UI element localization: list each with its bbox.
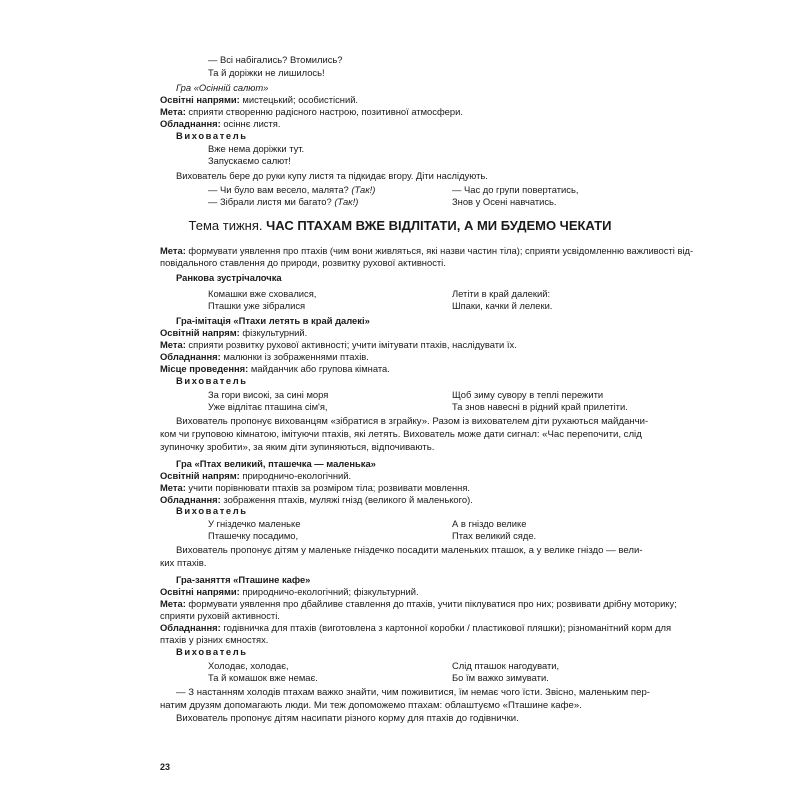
verse-line: За гори високі, за сині моря [208,389,329,400]
speaker-label: Вихователь [176,505,248,516]
verse-line: У гніздечко маленьке [208,518,301,529]
paragraph: Вихователь пропонує дітям насипати різного корму для птахів до годівнички. [176,713,519,724]
speaker-label: Вихователь [176,130,248,141]
paragraph: Вихователь пропонує вихованцям «зібратися в зграйку». Разом із вихователем діти рухаються майданчи- [176,416,649,427]
dialogue-line: — Чи було вам весело, малята? (Так!) [208,184,376,195]
game-title: Гра-заняття «Пташине кафе» [176,574,311,585]
verse-line: Та знов навесні в рідний край прилетіти. [452,401,628,412]
verse-line: Вже нема доріжки тут. [208,143,305,154]
equipment: Обладнання: зображення птахів, муляжі гнізд (великого й маленького). [160,494,473,505]
paragraph: — З настанням холодів птахам важко знайти, чим поживитися, їм немає чого їсти. Звісно, маленьким пер- [176,687,650,698]
equipment-cont: птахів у різних ємностях. [160,634,269,645]
paragraph: ком чи груповою кімнатою, імітуючи птахів, які летять. Вихователь може дати сигнал: «Час перепочити, слід [160,429,642,440]
equipment: Обладнання: малюнки із зображеннями птахів. [160,351,369,362]
game-title: Гра «Птах великий, пташечка — маленька» [176,458,376,469]
theme-heading: Тема тижня. ЧАС ПТАХАМ ВЖЕ ВІДЛІТАТИ, А МИ БУДЕМО ЧЕКАТИ [188,218,612,233]
dialogue-line: Та й доріжки не лишилось! [208,67,325,78]
place: Місце проведення: майданчик або групова кімната. [160,363,390,374]
verse-line: А в гніздо велике [452,518,527,529]
game-title: Гра «Осінній салют» [176,82,269,93]
verse-line: Летіти в край далекий: [452,288,551,299]
goal: Мета: сприяти створенню радісного настрою, позитивної атмосфери. [160,106,463,117]
dialogue-line: — Всі набігались? Втомились? [208,54,343,65]
section-title: Ранкова зустрічалочка [176,272,282,283]
edu-area: Освітній напрям: природничо-екологічний. [160,470,352,481]
verse-line: Бо їм важко зимувати. [452,672,549,683]
verse-line: Птах великий сяде. [452,530,537,541]
equipment: Обладнання: осіннє листя. [160,118,281,129]
speaker-label: Вихователь [176,646,248,657]
verse-line: Шпаки, качки й лелеки. [452,300,553,311]
game-title: Гра-імітація «Птахи летять в край далекі» [176,315,370,326]
verse-line: Пташки уже зібралися [208,300,306,311]
theme-goal-cont: повідального ставлення до природи, розвитку рухової активності. [160,257,446,268]
goal-cont: сприяти руховій активності. [160,610,280,621]
dialogue-line: — Зібрали листя ми багато? (Так!) [208,196,359,207]
verse-line: Комашки вже сховалися, [208,288,317,299]
goal: Мета: учити порівнювати птахів за розміром тіла; розвивати мовлення. [160,482,471,493]
dialogue-line: Знов у Осені навчатись. [452,196,557,207]
speaker-label: Вихователь [176,375,248,386]
edu-area: Освітні напрями: природничо-екологічний; фізкультурний. [160,586,419,597]
verse-line: Холодає, холодає, [208,660,289,671]
dialogue-line: — Час до групи повертатись, [452,184,579,195]
page-number: 23 [160,762,171,772]
edu-area: Освітні напрями: мистецький; особистісний. [160,94,359,105]
goal: Мета: формувати уявлення про дбайливе ставлення до птахів, учити піклуватися про них; розвивати дрібну моторику; [160,598,677,609]
paragraph: зупиночку зробити», за яким діти зупиняються, відпочивають. [160,442,435,453]
paragraph: Вихователь бере до руки купу листя та підкидає вгору. Діти наслідують. [176,170,488,181]
verse-line: Пташечку посадимо, [208,530,299,541]
equipment: Обладнання: годівничка для птахів (виготовлена з картонної коробки / пластикової пляшки); різноманітний корм для [160,622,672,633]
verse-line: Слід пташок нагодувати, [452,660,560,671]
edu-area: Освітній напрям: фізкультурний. [160,327,308,338]
paragraph: ких птахів. [160,558,207,569]
goal: Мета: сприяти розвитку рухової активності; учити імітувати птахів, наслідувати їх. [160,339,517,350]
verse-line: Уже відлітає пташина сім'я, [208,401,328,412]
verse-line: Щоб зиму сувору в теплі пережити [452,389,604,400]
verse-line: Та й комашок вже немає. [208,672,318,683]
theme-goal: Мета: формувати уявлення про птахів (чим вони живляться, які назви частин тіла); сприяти усвідомленню важливості від- [160,245,694,256]
paragraph: Вихователь пропонує дітям у маленьке гніздечко посадити маленьких пташок, а у велике гніздо — вели- [176,545,643,556]
paragraph: натим друзям допомагають люди. Ми теж допоможемо птахам: облаштуємо «Пташине кафе». [160,700,582,711]
verse-line: Запускаємо салют! [208,155,291,166]
